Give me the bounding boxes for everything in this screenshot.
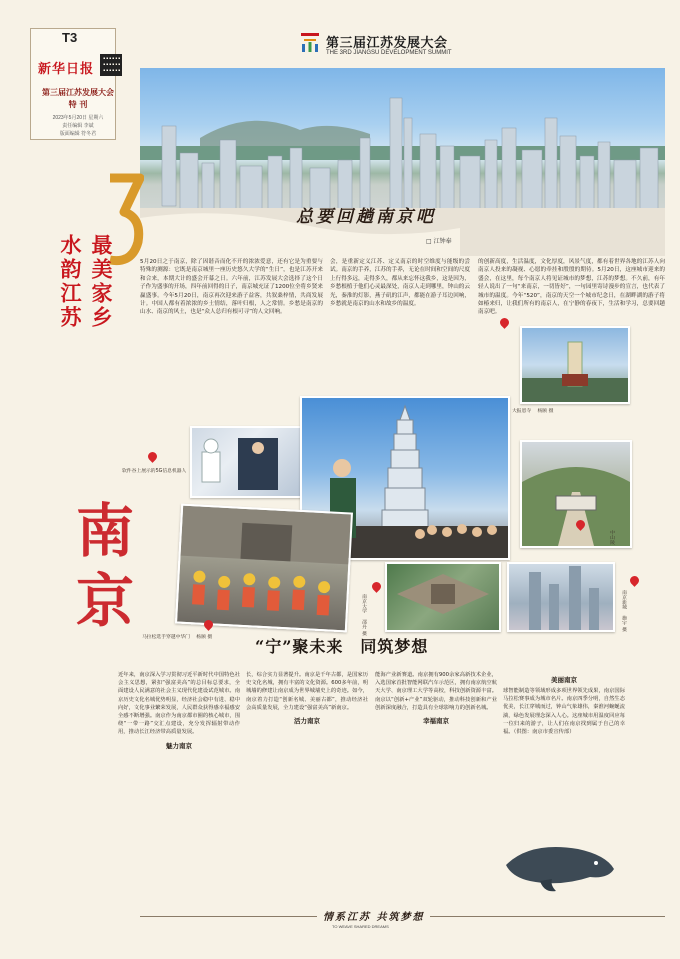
main-article-col-2: 会，是重新定义江苏、定义南京的时空维度与能级的尝试。南京的手养，江苏的手养，无论在时间和空间的尺度上行得多远，走得多久，都从来忘怀这我乡，这是因为，乡愁根植于他们心灵最深处，南京人走到哪里，钟山的云光，秦淮的灯影，燕子矶的江声，都能在游子耳边回响，乡愁就是南京的山水和故乡的温度。: [330, 259, 470, 308]
qr-code-icon: [100, 54, 122, 76]
summit-logo-icon: [300, 30, 320, 54]
sub-article-text-2: 长，综合实力显著提升。南京是千年古都，是国家历史文化名城，拥有丰富的文化资源。600多年前，明城墙的修建让南京成为世界城墙史上的奇迹。如今，南京着力打造“创新名城、美丽古都”，推动经济社会高质量发展，全力建设“强富美高”新南京。: [246, 672, 368, 711]
section-heading-beauty: 美丽南京: [551, 676, 577, 684]
caption-robot: 软件谷上展示的5G信息机器人: [122, 469, 187, 474]
caption-temple: 大报恩寺 杨颐 摄: [512, 409, 554, 414]
finless-porpoise-illustration: [500, 835, 620, 895]
hero-skyline-photo: [140, 68, 665, 256]
sub-article-text-4: 球智能制造等领域形成多项世界领先成果，南京国际马拉松赛事成为城市名片。南京四季分明，自然生态优美，长江穿城而过，钟山气象雄伟，秦淮河蜿蜒流淌，绿色发展理念深入人心。这座城市用温度回应每一位归来的游子，让人们在南京找到属于自己的幸福。（供图：南京市委宣传部）: [503, 688, 625, 736]
sub-article-text-1: 近年来，南京深入学习贯彻习近平新时代中国特色社会主义思想，紧扣“强富美高”的总目标总要求，全面建设人民满意的社会主义现代化建设试范城市。南京历史文化名城优势明显，经济社会稳中有进、稳中向好，文化事业繁荣发展，人民群众获得感幸福感安全感不断增强。南京作为南京都市圈的核心城市，围绕“一带一路”交汇点建设，充分发挥辐射带动作用，推动长江经济带高质量发展。: [118, 672, 240, 736]
section-heading-vitality: 活力南京: [294, 717, 320, 726]
sub-article-text-3: 能海产业新赛道。南京拥有900余家高新技术企业，入选国家首批智能网联汽车示范区，拥有南京航空航天大学、南京理工大学等高校，科技创新资源丰富。南京以“创新+产业”双轮驱动，推动科技创新和产业创新深度融合，打造具有全球影响力的创新名城。: [375, 672, 497, 711]
caption-gate: 中山陵: [609, 530, 614, 545]
main-article-col-3: 的创新高度，生活温度，文化厚度，风景气度，都有着世界各地的江苏人向南京人投来的凝视、心愿的牵挂和殷殷的期待。5月20日，这座城市迎来的盛会，在这里，每个南京人将见证城市的梦想，江苏的梦想。不久前，有年轻人说出了一句“来南京，一切皆好”，一句园里寄诗漫步的宣言，也代表了城市的温度。今年“520”，南京的天空一个城市纪念日，在湖畔湖的游子将如椿来归，让我们所有的南京人，在宁静的春夜下，生活和学习，总要回趟南京吧。: [478, 259, 665, 316]
footer-slogan-en: TO WEAVE SHARED DREAMS: [332, 924, 389, 929]
photo-sun-yat-sen-mausoleum: [520, 440, 632, 548]
location-pin-icon: [370, 580, 383, 593]
caption-marathon: 马拉松选手穿越中华门 杨颐 摄: [142, 635, 213, 640]
sub-article-col-1: [118, 671, 240, 931]
photo-nanjing-university: [385, 562, 501, 632]
vertical-title-2: 最美家乡: [89, 234, 114, 330]
location-pin-icon: [628, 574, 641, 587]
footer-slogan: 情系江苏 共筑梦想: [317, 908, 430, 923]
city-calligraphy: 南京: [66, 500, 134, 640]
summit-name-en: THE 3RD JIANGSU DEVELOPMENT SUMMIT: [326, 50, 452, 56]
caption-campus: 南京大学 邵丹 摄: [361, 594, 366, 636]
page-number: T3: [62, 30, 78, 45]
paper-name-logo: 新华日报: [38, 62, 95, 77]
main-article-col-1: 5月20日之于南京，除了因谐音而化不开的浓浓爱意，还有它是为重要与特殊的测源：它既是南京城里一座历史悠久大学的“生日”，也是江苏开来和合来，本期大计的盛会开幕之日。六年前，江苏发展大会选择了这个日子作为盛事的开场，四年前回得的日子，南京城充证了1200位全将乡贤来赢盛事。今年5月20日，南京再次迎来游子益客，共叙桑梓情，共商发展计。中国人都有着浓浓的乡土情结，落叶归根，人之常情。乡愁是南京的山水、南京的风土，也是“众人总归有根可寻”的人文回响。: [140, 259, 323, 316]
caption-city2: 南京新城 施宇 摄: [621, 590, 626, 632]
page-meta: 2023年5月20日 星期六 责任编辑 李斌 版面编辑 符冬君: [52, 115, 104, 137]
location-pin-icon: [146, 450, 159, 463]
photo-marathon-zhonghua-gate: [175, 504, 353, 633]
sub-article-col-3: [375, 671, 497, 931]
vertical-title-1: 水韵江苏: [58, 234, 83, 330]
photo-5g-robot: [190, 426, 302, 498]
sub-article-title: “宁”聚未来 同筑梦想: [255, 637, 429, 656]
main-article-title: 总要回趟南京吧: [296, 207, 436, 227]
section-heading-happy: 幸福南京: [423, 717, 449, 726]
section-heading-charm: 魅力南京: [166, 741, 192, 750]
sub-article-col-2: [246, 671, 368, 931]
article-byline: □ 江钟奉: [426, 238, 452, 245]
photo-nanjing-new-city: [507, 562, 615, 632]
summit-name: 第三届江苏发展大会: [326, 36, 448, 51]
photo-bao-en-temple: [520, 326, 630, 404]
edition-label: 第三届江苏发展大会 特 刊: [42, 87, 114, 109]
